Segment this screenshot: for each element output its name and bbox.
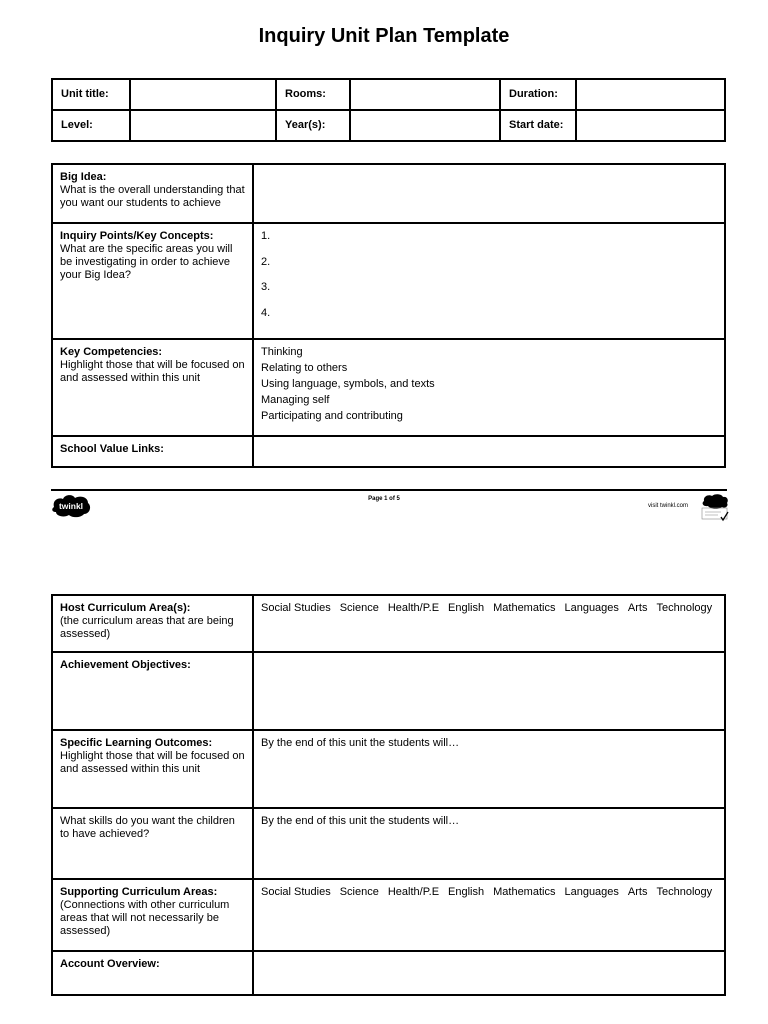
unit-title-label: Unit title: <box>52 79 130 110</box>
host-curriculum-label: Host Curriculum Area(s): <box>60 602 191 614</box>
area-option[interactable]: Health/P.E <box>387 602 440 614</box>
specific-outcomes-field[interactable]: By the end of this unit the students will… <box>253 730 725 808</box>
area-option[interactable]: Health/P.E <box>387 886 440 898</box>
inquiry-cell <box>52 223 253 339</box>
inquiry-item: 3. <box>261 281 271 293</box>
account-overview-cell <box>52 951 253 995</box>
big-idea-desc: What is the overall understanding that you want our students to achieve <box>60 184 245 209</box>
footer-divider <box>51 489 727 491</box>
inquiry-item: 2. <box>261 255 271 268</box>
duration-label: Duration: <box>500 79 576 110</box>
unit-title-field[interactable] <box>130 79 276 110</box>
achievement-label: Achievement Objectives: <box>60 659 191 671</box>
competency-item: Managing self <box>261 394 330 406</box>
area-option[interactable]: Science <box>339 602 379 614</box>
skills-desc: What skills do you want the children to have achieved? <box>60 815 235 840</box>
achievement-field[interactable] <box>253 652 725 730</box>
big-idea-field[interactable] <box>253 164 725 223</box>
unit-info-table <box>51 78 726 142</box>
plan-table <box>51 163 726 468</box>
competency-item: Using language, symbols, and texts <box>261 378 435 390</box>
years-field[interactable] <box>350 110 500 141</box>
supporting-label: Supporting Curriculum Areas: <box>60 886 218 898</box>
supporting-cell <box>52 879 253 951</box>
page-number: Page 1 of 5 <box>368 496 400 502</box>
competency-item: Relating to others <box>261 362 348 374</box>
area-option[interactable]: Science <box>339 886 379 898</box>
competencies-desc: Highlight those that will be focused on and assessed within this unit <box>60 359 245 384</box>
area-option[interactable]: Technology <box>656 602 713 614</box>
area-option[interactable]: English <box>448 886 485 898</box>
competency-item: Thinking <box>261 346 303 358</box>
area-option[interactable]: Mathematics <box>493 602 556 614</box>
specific-outcomes-cell <box>52 730 253 808</box>
competency-item: Participating and contributing <box>261 410 403 422</box>
big-idea-cell <box>52 164 253 223</box>
inquiry-item: 1. <box>261 230 271 242</box>
achievement-cell <box>52 652 253 730</box>
inquiry-item: 4. <box>261 306 271 319</box>
area-option[interactable]: Social Studies <box>261 602 331 614</box>
account-overview-label: Account Overview: <box>60 958 160 970</box>
school-value-cell <box>52 436 253 467</box>
start-date-label: Start date: <box>500 110 576 141</box>
competencies-cell <box>52 339 253 436</box>
competencies-label: Key Competencies: <box>60 346 163 358</box>
supporting-field[interactable] <box>253 879 725 951</box>
inquiry-label: Inquiry Points/Key Concepts: <box>60 230 214 242</box>
area-option[interactable]: Languages <box>564 602 619 614</box>
account-overview-field[interactable] <box>253 951 725 995</box>
level-field[interactable] <box>130 110 276 141</box>
page-title: Inquiry Unit Plan Template <box>258 25 510 47</box>
area-option[interactable]: Languages <box>564 886 619 898</box>
supporting-desc: (Connections with other curriculum areas that will not necessarily be assessed) <box>60 899 230 937</box>
area-option[interactable]: Technology <box>656 886 713 898</box>
area-option[interactable]: English <box>448 602 485 614</box>
big-idea-label: Big Idea: <box>60 171 107 183</box>
skills-field[interactable]: By the end of this unit the students will… <box>253 808 725 879</box>
duration-field[interactable] <box>576 79 725 110</box>
level-label: Level: <box>52 110 130 141</box>
rooms-label: Rooms: <box>276 79 350 110</box>
rooms-field[interactable] <box>350 79 500 110</box>
specific-outcomes-label: Specific Learning Outcomes: <box>60 737 213 749</box>
visit-link[interactable]: visit twinkl.com <box>648 503 689 509</box>
competencies-field[interactable] <box>253 339 725 436</box>
area-option[interactable]: Social Studies <box>261 886 331 898</box>
twinkl-badge-icon <box>700 494 730 522</box>
years-label: Year(s): <box>276 110 350 141</box>
start-date-field[interactable] <box>576 110 725 141</box>
host-curriculum-cell <box>52 595 253 652</box>
school-value-label: School Value Links: <box>60 443 164 455</box>
area-option[interactable]: Arts <box>627 886 648 898</box>
school-value-field[interactable] <box>253 436 725 467</box>
curriculum-table <box>51 594 726 996</box>
skills-cell <box>52 808 253 879</box>
twinkl-logo-text: twinkl <box>58 501 84 511</box>
host-curriculum-field[interactable] <box>253 595 725 652</box>
inquiry-field[interactable] <box>253 223 725 339</box>
host-curriculum-desc: (the curriculum areas that are being assessed) <box>60 615 234 640</box>
area-option[interactable]: Mathematics <box>493 886 556 898</box>
specific-outcomes-desc: Highlight those that will be focused on and assessed within this unit <box>60 750 245 775</box>
inquiry-desc: What are the specific areas you will be investigating in order to achieve your Big Idea? <box>60 243 233 281</box>
area-option[interactable]: Arts <box>627 602 648 614</box>
